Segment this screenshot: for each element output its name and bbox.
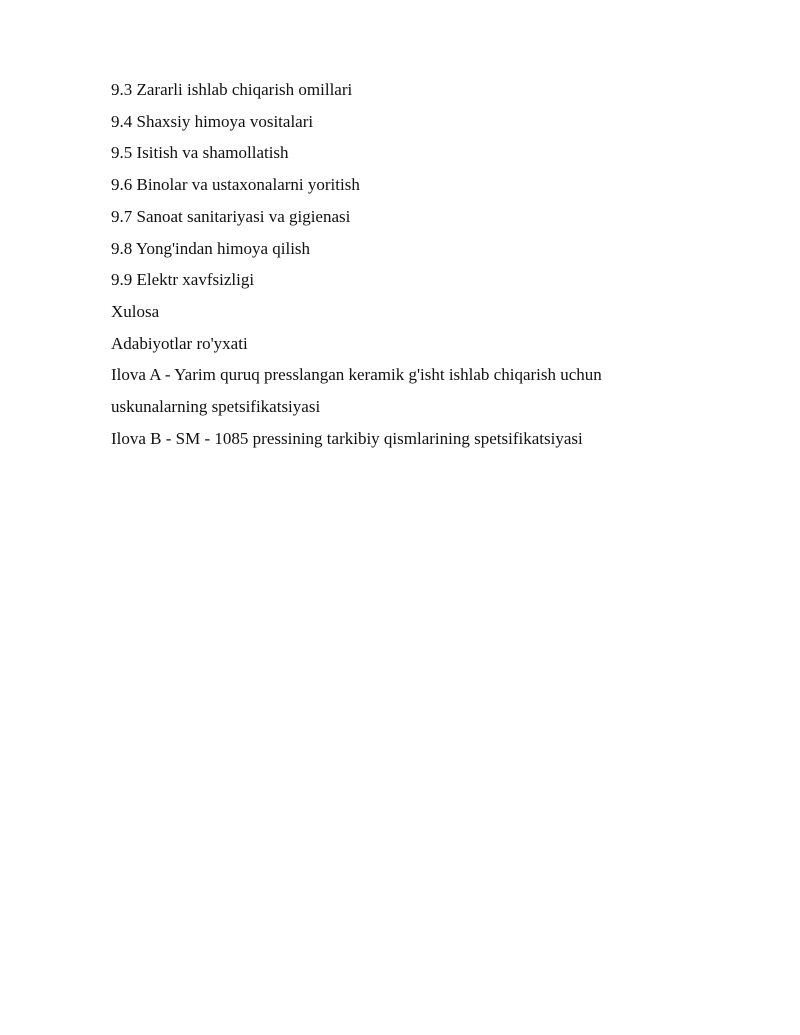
toc-item-appendix-a-continued: uskunalarning spetsifikatsiyasi [111,397,321,417]
table-of-contents [111,74,671,454]
toc-item-appendix-b: Ilova B - SM - 1085 pressining tarkibiy qismlarining spetsifikatsiyasi [111,428,583,448]
toc-item-9-8: 9.8 Yong'indan himoya qilish [111,238,311,258]
toc-item-9-7: 9.7 Sanoat sanitariyasi va gigienasi [111,206,351,226]
toc-item-9-4: 9.4 Shaxsiy himoya vositalari [111,111,314,131]
toc-item-9-3: 9.3 Zararli ishlab chiqarish omillari [111,80,353,99]
toc-item-appendix-a: Ilova A - Yarim quruq presslangan keramik g'isht ishlab chiqarish uchun [111,365,602,385]
toc-item-9-5: 9.5 Isitish va shamollatish [111,143,289,163]
toc-item-references: Adabiyotlar ro'yxati [111,333,248,353]
toc-item-conclusion: Xulosa [111,301,160,321]
toc-item-9-6: 9.6 Binolar va ustaxonalarni yoritish [111,175,360,195]
toc-item-9-9: 9.9 Elektr xavfsizligi [111,270,255,290]
